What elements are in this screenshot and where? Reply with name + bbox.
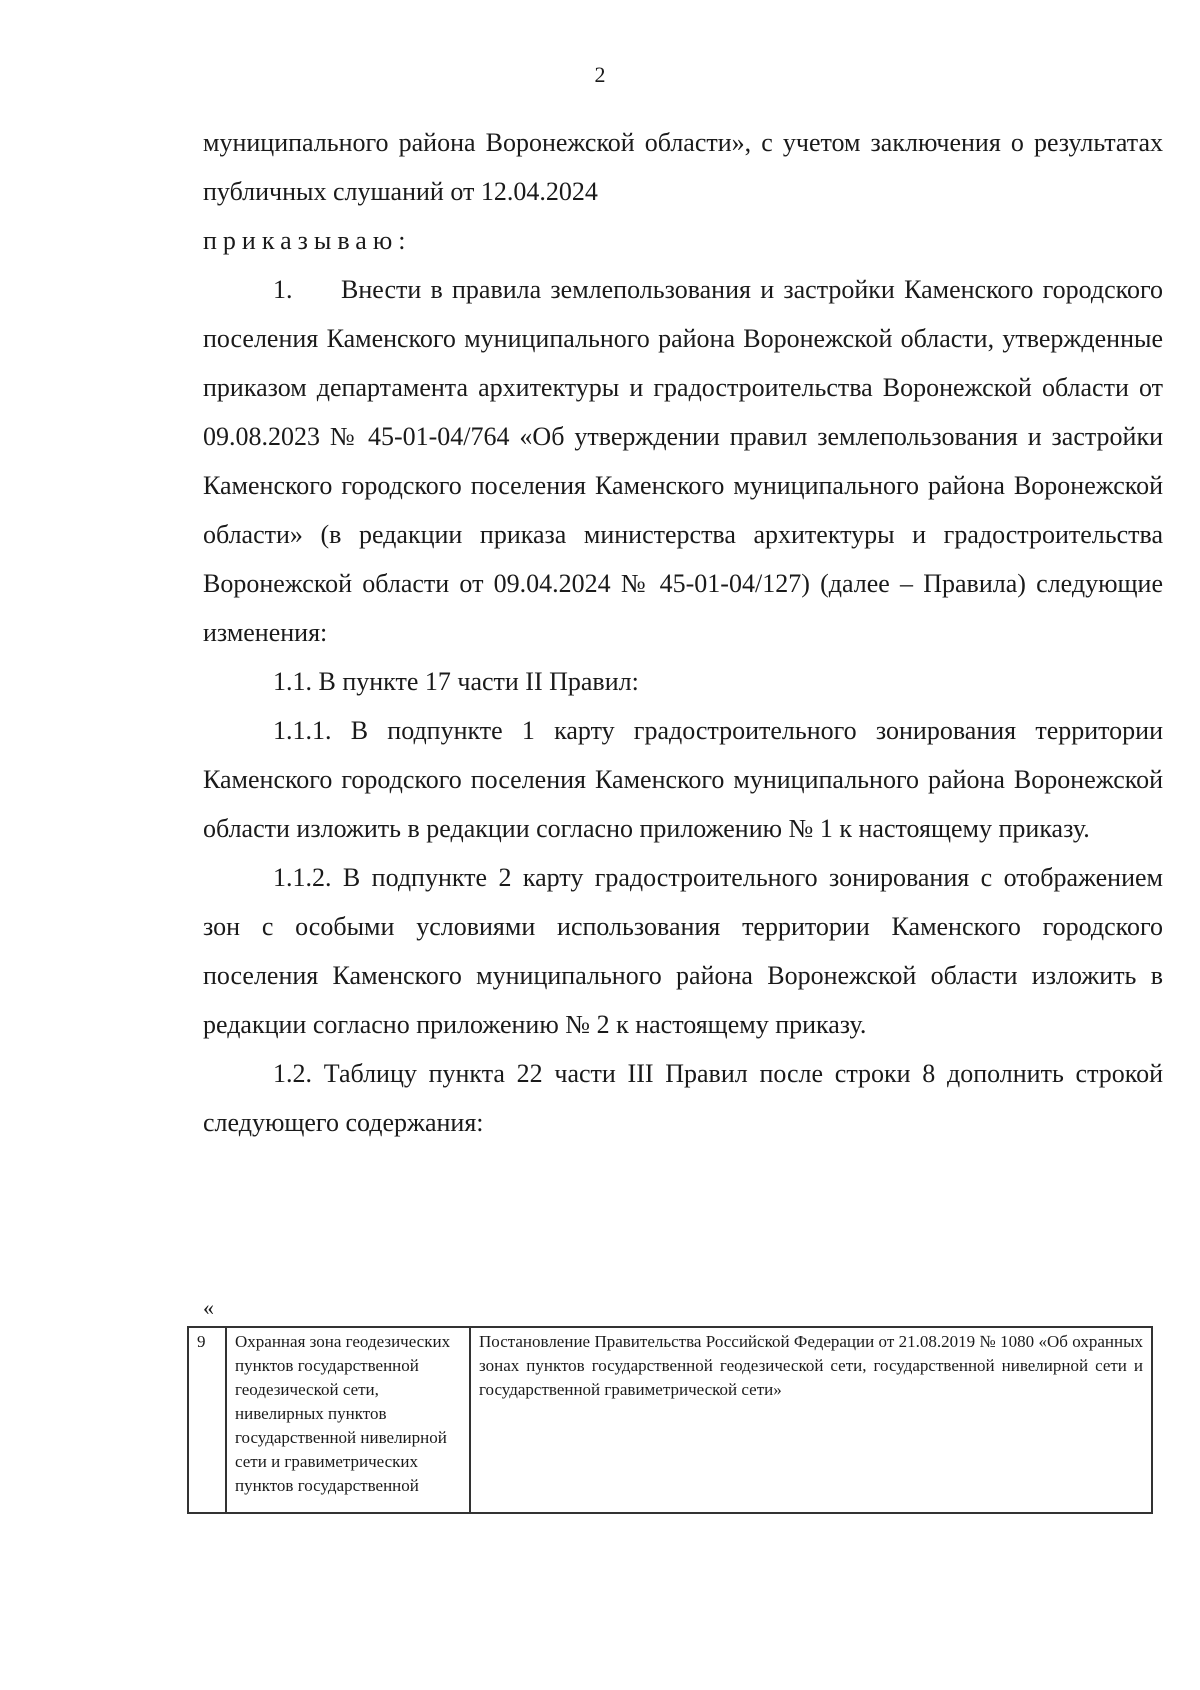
paragraph-item-1-2: 1.2. Таблицу пункта 22 части III Правил после строки 8 дополнить строкой следующего содержания: xyxy=(203,1059,1163,1137)
table-row xyxy=(188,1327,1152,1513)
paragraph-item-1-1: 1.1. В пункте 17 части II Правил: xyxy=(273,667,639,696)
paragraph-item-1-1-2: 1.1.2. В подпункте 2 карту градостроительного зонирования с отображением зон с особыми условиями использования территории Каменского городского поселения Каменского муниципального района Воронежской области изложить в редакции согласно приложению № 2 к настоящему приказу. xyxy=(203,863,1163,1039)
quote-open-mark: « xyxy=(203,1295,214,1320)
row-number-cell: 9 xyxy=(188,1327,226,1513)
amendment-table xyxy=(187,1326,1153,1514)
paragraph-item-1-1-1: 1.1.1. В подпункте 1 карту градостроительного зонирования территории Каменского городского поселения Каменского муниципального района Воронежской области изложить в редакции согласно приложению № 1 к настоящему приказу. xyxy=(203,716,1163,843)
zone-name-cell: Охранная зона геодезических пунктов государственной геодезической сети, нивелирных пунктов государственной нивелирной сети и гравиметрических пунктов государственной xyxy=(226,1327,470,1513)
page-number: 2 xyxy=(594,62,606,87)
item-1-number: 1. xyxy=(273,275,293,304)
document-body xyxy=(203,118,1163,1147)
legal-basis-cell: Постановление Правительства Российской Федерации от 21.08.2019 № 1080 «Об охранных зонах пунктов государственной геодезической сети, государственной нивелирной сети и государственной гравиметрической сети» xyxy=(470,1327,1152,1513)
paragraph-intro: муниципального района Воронежской области», с учетом заключения о результатах публичных слушаний от 12.04.2024 xyxy=(203,128,1163,206)
paragraph-item-1 xyxy=(203,265,1163,657)
item-1-text: Внести в правила землепользования и застройки Каменского городского поселения Каменского муниципального района Воронежской области, утвержденные приказом департамента архитектуры и градостроительства Воронежской области от 09.08.2023 № 45-01-04/764 «Об утверждении правил землепользования и застройки Каменского городского поселения Каменского муниципального района Воронежской области» (в редакции приказа министерства архитектуры и градостроительства Воронежской области от 09.04.2024 № 45-01-04/127) (далее – Правила) следующие изменения: xyxy=(203,275,1163,647)
paragraph-order-word: приказываю: xyxy=(203,226,412,255)
